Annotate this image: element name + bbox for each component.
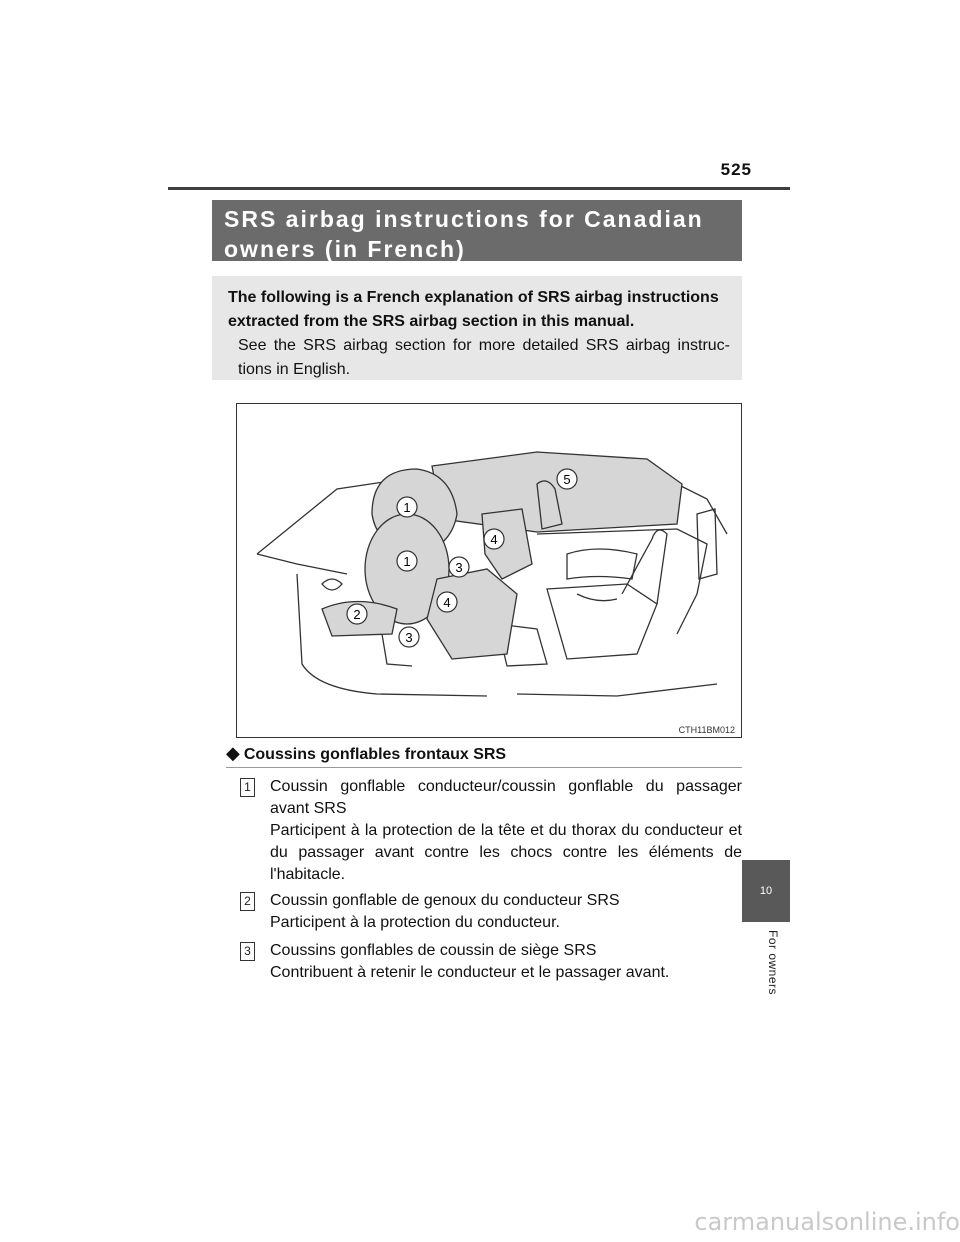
header-rule <box>168 187 790 190</box>
section-title-line-1: SRS airbag instructions for Canadian <box>224 206 704 232</box>
svg-text:4: 4 <box>490 532 498 547</box>
chapter-label: For owners <box>766 930 780 996</box>
svg-text:3: 3 <box>455 560 463 575</box>
callout-1-lower <box>397 551 417 571</box>
seat-airbag-lower <box>427 569 517 659</box>
section-title <box>212 200 742 261</box>
figure-code: CTH11BM012 <box>678 725 735 735</box>
svg-text:3: 3 <box>405 630 413 645</box>
info-box <box>212 276 742 380</box>
item-description: Participent à la protection de la tête et du thorax du conducteur et du passager avant contre les chocs contre les éléments de l'habitacle. <box>270 822 742 883</box>
callout-3-upper <box>449 557 469 577</box>
watermark: carmanualsonline.info <box>694 1208 960 1236</box>
info-lead: The following is a French explanation of SRS airbag instructions extracted from the SRS airbag section in this manual. <box>228 289 719 330</box>
callout-5 <box>557 469 577 489</box>
subsection-heading <box>226 743 742 765</box>
item-number-badge: 2 <box>240 892 255 911</box>
callout-2 <box>347 604 367 624</box>
svg-text:4: 4 <box>443 595 451 610</box>
item-title: Coussins gonflables de coussin de siège SRS <box>270 942 597 959</box>
car-interior-drawing <box>237 404 741 737</box>
svg-text:1: 1 <box>403 500 411 515</box>
list-item <box>240 890 742 934</box>
chapter-tab: 10 <box>742 860 790 922</box>
diamond-icon: ◆ <box>226 743 240 763</box>
callout-1-upper <box>397 497 417 517</box>
item-description: Contribuent à retenir le conducteur et le passager avant. <box>270 964 670 981</box>
page-number: 525 <box>720 160 752 179</box>
svg-text:2: 2 <box>353 607 361 622</box>
item-number-badge: 3 <box>240 942 255 961</box>
item-number-badge: 1 <box>240 778 255 797</box>
svg-text:1: 1 <box>403 554 411 569</box>
item-title: Coussin gonflable de genoux du conducteur SRS <box>270 892 620 909</box>
airbag-illustration <box>236 403 742 738</box>
subsection-rule <box>226 767 742 768</box>
list-item <box>240 940 742 984</box>
info-detail: See the SRS airbag section for more detailed SRS airbag instruc- tions in English. <box>238 337 730 378</box>
svg-text:5: 5 <box>563 472 571 487</box>
list-item <box>240 776 742 886</box>
callout-3-lower <box>399 627 419 647</box>
callout-4-upper <box>484 529 504 549</box>
item-description: Participent à la protection du conducteur. <box>270 914 560 931</box>
callout-4-lower <box>437 592 457 612</box>
item-title: Coussin gonflable conducteur/coussin gonflable du passager avant SRS <box>270 778 742 817</box>
subsection-heading-text: Coussins gonflables frontaux SRS <box>243 746 507 763</box>
section-title-line-2: owners (in French) <box>224 236 466 262</box>
